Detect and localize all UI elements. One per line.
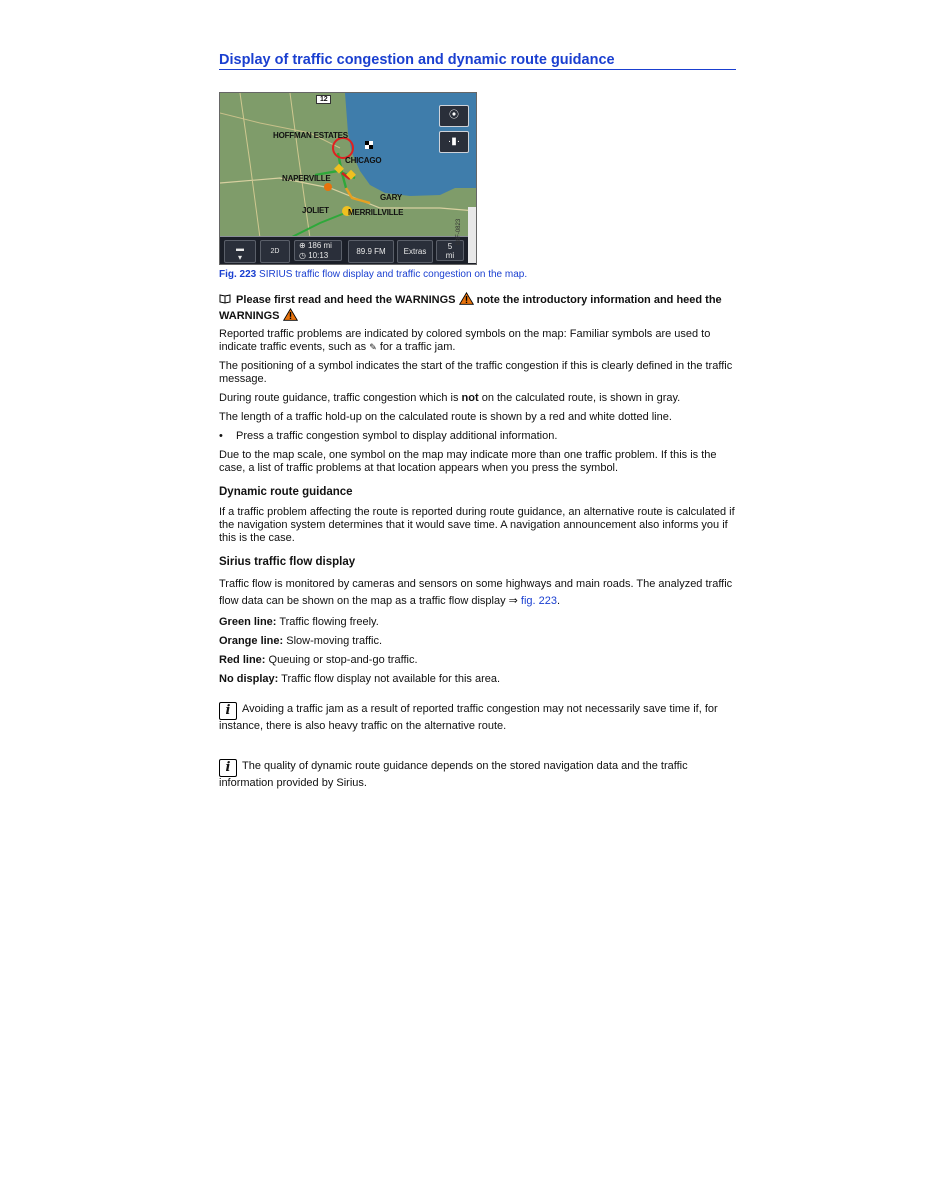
sirius-item-text: Slow-moving traffic.: [283, 635, 383, 647]
paragraph-dynamic-route: If a traffic problem affecting the route is reported during route guidance, an alternative route is calculated if the navigation system determines that it would save time. A navigation announcement also informs you if this is the case.: [219, 506, 735, 544]
place-joliet: JOLIET: [302, 206, 329, 215]
heading-sirius: Sirius traffic flow display: [219, 556, 356, 568]
sirius-item-orange: [219, 635, 736, 648]
paragraph-symbols: [219, 328, 736, 354]
scale-value: 5: [447, 242, 453, 251]
paragraph-sirius: [219, 576, 736, 610]
info-icon: i: [219, 702, 237, 720]
menu-icon: ▬ ▾: [236, 244, 244, 262]
paragraph-route-guidance-a: During route guidance, traffic congestion which is: [219, 392, 462, 404]
distance-value: 186 mi: [307, 241, 332, 250]
sirius-item-label: Orange line:: [219, 635, 284, 647]
paragraph-holdup: The length of a traffic hold-up on the calculated route is shown by a red and white dotted line.: [219, 411, 672, 423]
bullet-item: • Press a traffic congestion symbol to display additional information.: [219, 430, 736, 443]
paragraph-symbols-text-b: for a traffic jam.: [376, 341, 456, 353]
radio-button[interactable]: 89.9 FM: [348, 240, 394, 263]
sirius-item-label: No display:: [219, 673, 279, 685]
place-gary: GARY: [380, 193, 403, 202]
flag-icon: ⊕: [299, 241, 306, 250]
navigation-map-figure: [219, 92, 477, 265]
paragraph-positioning: The positioning of a symbol indicates the start of the traffic congestion if this is clearly defined in the traffic message.: [219, 360, 733, 385]
sirius-item-label: Red line:: [219, 654, 266, 666]
place-hoffman: HOFFMAN ESTATES: [273, 131, 348, 140]
position-icon: ·▮·: [447, 136, 461, 147]
warning-header-text-2: note the introductory information and heed the WARNINGS: [219, 294, 722, 322]
info-note-text: Avoiding a traffic jam as a result of reported traffic congestion may not necessarily save time if, for instance, there is also heavy traffic on the alternative route.: [219, 703, 718, 732]
menu-button[interactable]: [224, 240, 256, 263]
paragraph-map-scale: Due to the map scale, one symbol on the map may indicate more than one traffic problem. If this is the case, a list of traffic problems at that location appears when you press the symbol.: [219, 449, 717, 474]
place-naperville: NAPERVILLE: [282, 174, 331, 183]
sirius-item-green: [219, 616, 736, 629]
info-note: [219, 702, 736, 733]
compass-button[interactable]: [439, 105, 469, 127]
view-mode-button[interactable]: 2D: [260, 240, 290, 263]
sirius-item-none: [219, 673, 736, 686]
page: [219, 52, 736, 790]
map-position-button[interactable]: [439, 131, 469, 153]
compass-icon: ⦿: [449, 110, 459, 121]
heading-dynamic-route: Dynamic route guidance: [219, 486, 353, 498]
paragraph-route-guidance-bold: not: [461, 392, 479, 404]
sirius-item-text: Traffic flow display not available for this area.: [278, 673, 501, 685]
paragraph-sirius-text: Traffic flow is monitored by cameras and sensors on some highways and main roads. The analyzed traffic flow data can be shown on the map as a traffic flow display ⇒: [219, 578, 733, 607]
place-chicago: CHICAGO: [345, 156, 382, 165]
book-icon: [219, 294, 231, 304]
figure-caption-text: SIRIUS traffic flow display and traffic congestion on the map.: [256, 269, 528, 280]
paragraph-symbols-text-a: Reported traffic problems are indicated by colored symbols on the map: Familiar symbols are used to indicate traffic events, such as: [219, 328, 711, 353]
place-merrillville: MERRILLVILLE: [348, 208, 404, 217]
time-value: 10:13: [308, 251, 329, 260]
warning-icon[interactable]: [283, 308, 298, 321]
figure-code-strip: [456, 207, 476, 263]
info-note: [219, 759, 736, 790]
paragraph-route-guidance: [219, 392, 736, 405]
extras-button[interactable]: Extras: [397, 240, 433, 263]
sirius-item-text: Traffic flowing freely.: [276, 616, 379, 628]
warning-header-text-1: Please first read and heed the WARNINGS: [233, 294, 459, 306]
traffic-jam-icon: ✎: [369, 342, 377, 352]
paragraph-sirius-end: .: [557, 595, 561, 607]
warning-icon[interactable]: [459, 292, 474, 305]
clock-icon: ◷: [299, 251, 306, 260]
road-sign: 12: [316, 95, 331, 104]
figure-caption: [219, 269, 736, 280]
page-title: Display of traffic congestion and dynamic route guidance: [219, 52, 736, 70]
nav-bottom-bar: [220, 218, 476, 264]
scale-unit: mi: [445, 251, 455, 260]
sirius-item-text: Queuing or stop-and-go traffic.: [265, 654, 418, 666]
sirius-item-label: Green line:: [219, 616, 277, 628]
paragraph-route-guidance-c: on the calculated route, is shown in gray.: [478, 392, 681, 404]
warning-header: [219, 292, 736, 324]
figure-link[interactable]: fig. 223: [520, 595, 557, 607]
figure-number: Fig. 223: [219, 269, 257, 280]
figure-code: B8F-0823: [456, 218, 463, 246]
route-info[interactable]: [294, 240, 342, 261]
sirius-item-red: [219, 654, 736, 667]
info-note-text: The quality of dynamic route guidance depends on the stored navigation data and the traffic information provided by Sirius.: [219, 760, 688, 789]
info-icon: i: [219, 759, 237, 777]
